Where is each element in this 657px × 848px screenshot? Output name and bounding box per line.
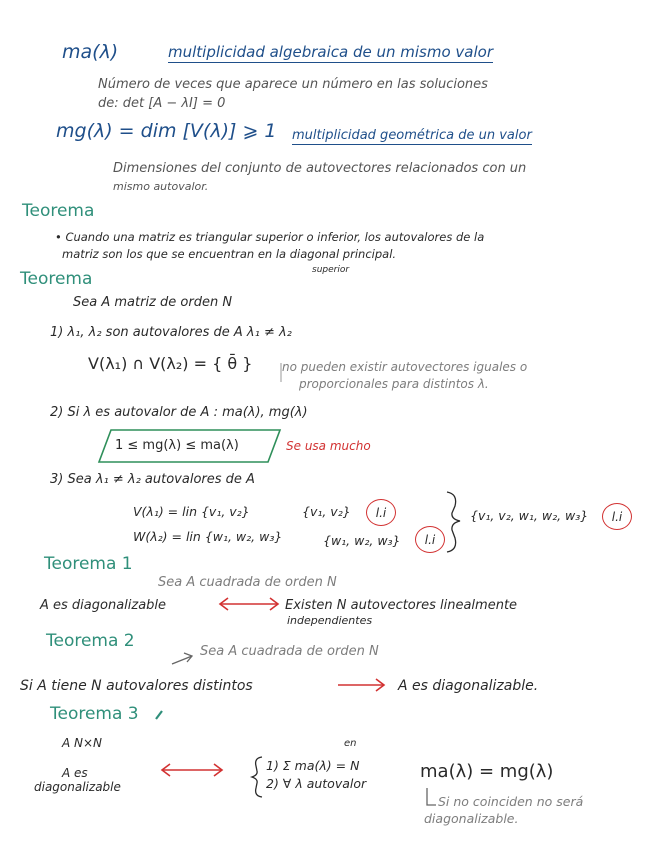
item2-statement: 2) Si λ es autovalor de A : ma(λ), mg(λ) [50, 405, 308, 420]
mg-title: multiplicidad geométrica de un valor [292, 128, 532, 143]
ma-symbol: ma(λ) [62, 41, 119, 63]
item3-union-set: {v₁, v₂, w₁, w₂, w₃} [470, 508, 589, 523]
teorema-autovalores-heading: Teorema [20, 269, 93, 289]
mg-symbol: mg(λ) = dim [V(λ)] ⩾ 1 [56, 120, 277, 142]
item3-set-v: {v₁, v₂} [302, 504, 351, 519]
teorema-3-note-line1: Si no coinciden no será [438, 794, 584, 809]
teorema-2-intro: Sea A cuadrada de orden N [200, 644, 379, 659]
teorema-3-left-line1: A es [62, 766, 88, 780]
double-arrow-icon [220, 598, 278, 610]
teorema-3-note-line2: diagonalizable. [424, 811, 519, 826]
pencil-icon [156, 711, 162, 719]
teorema-3-left-line2: diagonalizable [34, 780, 121, 794]
right-arrow-icon [338, 679, 384, 691]
inequality-box [99, 430, 280, 462]
teorema-triangular-text-line1: • Cuando una matriz es triangular superior o inferior, los autovalores de la [55, 230, 485, 244]
item3-set-w: {w₁, w₂, w₃} [323, 533, 401, 548]
hook-arrow-icon [172, 653, 192, 664]
teorema-1-right-line1: Existen N autovectores linealmente [285, 598, 518, 613]
li-label: l.i [611, 509, 623, 524]
teorema-3-heading: Teorema 3 [50, 704, 139, 724]
ma-description-line1: Número de veces que aparece un número en las soluciones [98, 77, 488, 92]
item1-note-line2: proporcionales para distintos λ. [299, 377, 489, 391]
teorema-3-en: en [344, 738, 357, 749]
teorema-1-heading: Teorema 1 [44, 554, 133, 574]
mg-description-line1: Dimensiones del conjunto de autovectores relacionados con un [113, 161, 527, 176]
item1-note-line1: no pueden existir autovectores iguales o [282, 360, 528, 374]
item1-statement: 1) λ₁, λ₂ son autovalores de A λ₁ ≠ λ₂ [50, 325, 292, 340]
ma-description-line2: de: det [A − λI] = 0 [98, 96, 226, 111]
teorema-triangular-text-line2: matriz son los que se encuentran en la diagonal principal. [62, 247, 397, 261]
ma-title: multiplicidad algebraica de un mismo valor [168, 43, 494, 61]
teorema-3-condition2: 2) ∀ λ autovalor [266, 776, 367, 791]
teorema-triangular-note: superior [312, 265, 350, 275]
teorema-2-left: Si A tiene N autovalores distintos [20, 678, 253, 694]
teorema-triangular-heading: Teorema [22, 201, 95, 221]
teorema-1-intro: Sea A cuadrada de orden N [158, 575, 337, 590]
teorema-autovalores-intro: Sea A matriz de orden N [73, 295, 233, 310]
teorema-2-heading: Teorema 2 [46, 631, 135, 651]
item2-boxed-inequality: 1 ≤ mg(λ) ≤ ma(λ) [115, 438, 239, 453]
teorema-3-condition1: 1) Σ ma(λ) = N [266, 758, 360, 773]
li-label: l.i [424, 532, 436, 547]
item2-note: Se usa mucho [286, 439, 371, 453]
note-marker [427, 788, 436, 805]
teorema-1-right-line2: independientes [287, 614, 373, 627]
double-arrow-icon [162, 764, 222, 776]
item3-subspace-v: V(λ₁) = lin {v₁, v₂} [133, 504, 250, 519]
teorema-2-right: A es diagonalizable. [398, 678, 539, 694]
li-label: l.i [375, 505, 387, 520]
conditions-brace [252, 757, 262, 797]
mg-description-line2: mismo autovalor. [113, 180, 209, 193]
union-brace [447, 492, 460, 552]
teorema-3-equation: ma(λ) = mg(λ) [420, 761, 554, 782]
item1-equation: V(λ₁) ∩ V(λ₂) = { θ̄ } [88, 354, 253, 373]
teorema-3-dimension: A N×N [62, 736, 103, 750]
item3-statement: 3) Sea λ₁ ≠ λ₂ autovalores de A [50, 472, 255, 487]
teorema-1-left: A es diagonalizable [40, 598, 167, 613]
item3-subspace-w: W(λ₂) = lin {w₁, w₂, w₃} [133, 529, 283, 544]
